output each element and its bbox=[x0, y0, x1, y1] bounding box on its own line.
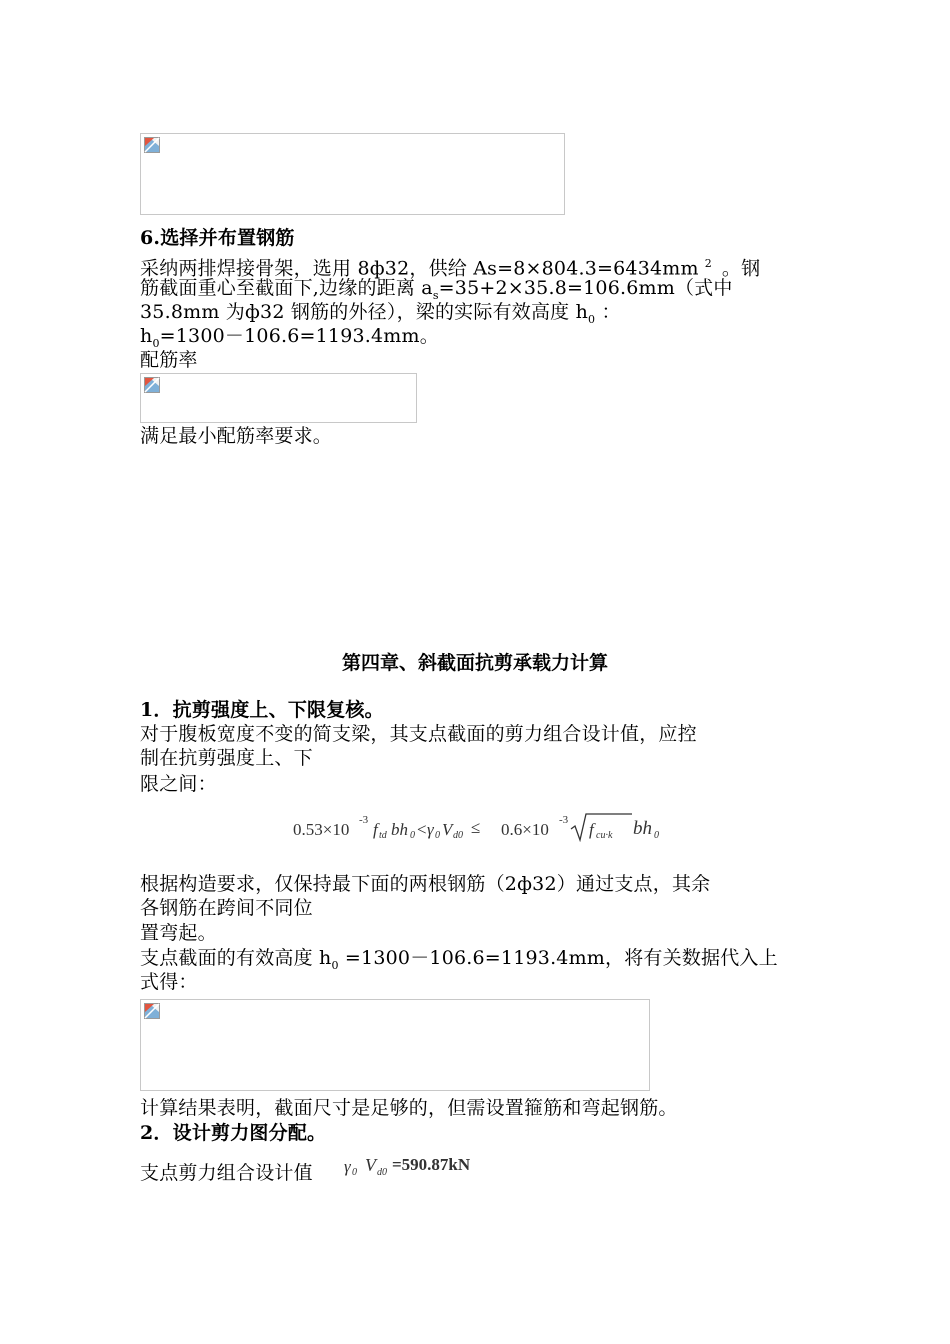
subscript: 0 bbox=[152, 336, 160, 350]
formula-left-coef: 0.53×10 bbox=[293, 820, 350, 839]
image-placeholder-top bbox=[140, 133, 565, 215]
section1-title: 1．抗剪强度上、下限复核。 bbox=[140, 699, 384, 721]
formula-gamma: γ bbox=[427, 820, 434, 839]
formula-right-coef: 0.6×10 bbox=[501, 820, 549, 839]
section2-line bbox=[140, 1161, 313, 1185]
section1-result: 计算结果表明，截面尺寸是足够的，但需设置箍筋和弯起钢筋。 bbox=[140, 1097, 678, 1119]
formula-f-cu-sub: cu·k bbox=[596, 830, 613, 841]
shear-limit-formula bbox=[293, 812, 673, 848]
image-placeholder-check bbox=[140, 999, 650, 1091]
formula-f: f bbox=[373, 820, 378, 839]
support-shear-formula bbox=[344, 1153, 494, 1181]
section1-para2-line3: 置弯起。 bbox=[140, 922, 217, 944]
section1-para3-line2: 式得： bbox=[140, 971, 198, 993]
formula-le: ≤ bbox=[471, 818, 481, 837]
formula-gamma-sub: 0 bbox=[352, 1167, 357, 1178]
section6-title: 6.选择并布置钢筋 bbox=[140, 227, 295, 249]
broken-image-icon bbox=[144, 1003, 160, 1019]
text: 。钢 bbox=[721, 257, 761, 280]
text: h bbox=[140, 325, 153, 347]
section1-para-line3: 限之间： bbox=[140, 773, 217, 795]
broken-image-icon bbox=[144, 377, 160, 393]
text: ： bbox=[595, 301, 621, 323]
section1-para-line1: 对于腹板宽度不变的简支梁，其支点截面的剪力组合设计值，应控 bbox=[140, 723, 697, 745]
section1-para-line2: 制在抗剪强度上、下 bbox=[140, 747, 313, 769]
formula-V: V bbox=[365, 1155, 376, 1175]
text: =1300－106.6=1193.4mm。 bbox=[159, 325, 439, 347]
section1-para2-line2: 各钢筋在跨间不同位 bbox=[140, 897, 313, 919]
reinforcement-ratio-label: 配筋率 bbox=[140, 349, 198, 371]
text: 35.8mm 为ф32 钢筋的外径），梁的实际有效高度 h bbox=[140, 301, 589, 323]
section1-para3-line1 bbox=[140, 946, 778, 978]
subscript: 0 bbox=[331, 958, 339, 972]
formula-f-cu: f bbox=[589, 820, 594, 839]
text: 支点剪力组合设计值 bbox=[140, 1162, 313, 1184]
satisfies-text: 满足最小配筋率要求。 bbox=[140, 425, 333, 447]
formula-V: V bbox=[442, 820, 453, 839]
formula-V-sub: d0 bbox=[453, 830, 463, 841]
text: 支点截面的有效高度 h bbox=[140, 947, 332, 969]
formula-bh: bh bbox=[391, 820, 408, 839]
formula-gamma-sub: 0 bbox=[435, 830, 440, 841]
image-placeholder-ratio bbox=[140, 373, 417, 423]
formula-right-exp: -3 bbox=[559, 814, 569, 826]
formula-h2-sub: 0 bbox=[654, 830, 659, 841]
broken-image-icon bbox=[144, 137, 160, 153]
formula-f-sub: td bbox=[379, 830, 387, 841]
section1-para2-line1: 根据构造要求，仅保持最下面的两根钢筋（2ф32）通过支点，其余 bbox=[140, 873, 711, 895]
text: =1300－106.6=1193.4mm，将有关数据代入上 bbox=[338, 947, 778, 969]
formula-gamma: γ bbox=[344, 1157, 351, 1176]
subscript: s bbox=[432, 288, 439, 302]
chapter4-title: 第四章、斜截面抗剪承载力计算 bbox=[341, 652, 608, 674]
subscript: 0 bbox=[588, 312, 596, 326]
text: =35+2×35.8=106.6mm（式中 bbox=[438, 277, 733, 299]
formula-lt: < bbox=[417, 820, 427, 839]
formula-bh2: bh bbox=[633, 818, 652, 839]
shear-value: =590.87kN bbox=[392, 1155, 471, 1174]
text: 筋截面重心至截面下,边缘的距离 a bbox=[140, 277, 433, 299]
formula-V-sub: d0 bbox=[377, 1167, 387, 1178]
formula-h-sub: 0 bbox=[410, 830, 415, 841]
superscript: 2 bbox=[704, 257, 712, 270]
formula-left-exp: -3 bbox=[359, 814, 369, 826]
text: 采纳两排焊接骨架，选用 8ф32，供给 As=8×804.3=6434mm bbox=[140, 257, 699, 280]
section2-title: 2．设计剪力图分配。 bbox=[140, 1122, 327, 1144]
